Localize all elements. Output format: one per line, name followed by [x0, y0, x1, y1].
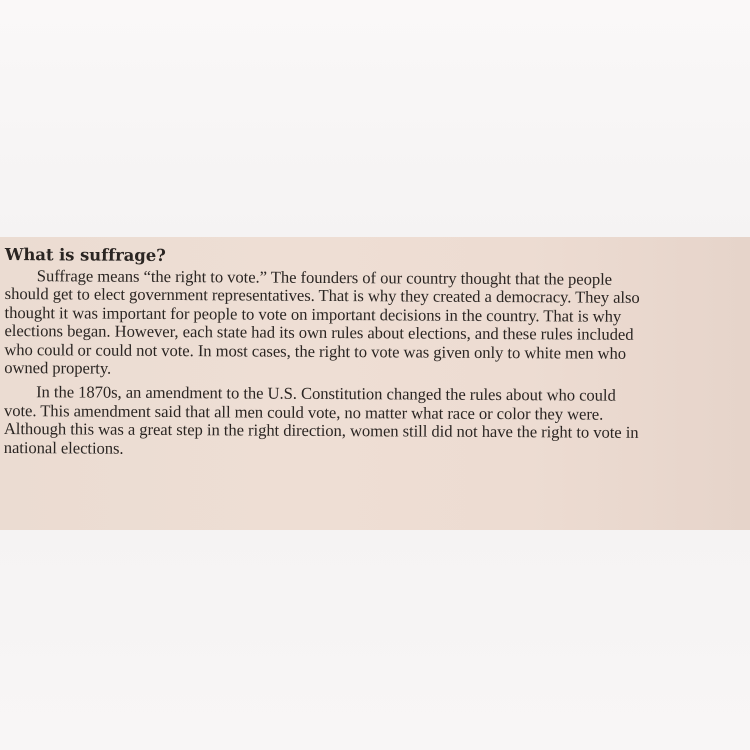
paragraph-2	[4, 383, 742, 461]
photo-background-top	[0, 0, 750, 237]
paragraph-1	[4, 267, 743, 382]
paragraph-1-line-6: owned property.	[4, 358, 112, 378]
paragraph-2-line-1: In the 1870s, an amendment to the U.S. Constitution changed the rules about who could	[36, 382, 616, 406]
section-heading: What is suffrage?	[4, 244, 166, 265]
paragraph-2-line-3: Although this was a great step in the right direction, women still did not have the right to vote in	[3, 419, 639, 443]
paragraph-1-line-3: thought it was important for people to vote on important decisions in the country. That is why	[4, 302, 622, 326]
paragraph-2-line-2: vote. This amendment said that all men could vote, no matter what race or color they were.	[3, 400, 604, 424]
paragraph-1-line-2: should get to elect government representatives. That is why they created a democracy. They also	[4, 284, 640, 308]
photo-background-bottom	[0, 530, 750, 750]
paragraph-2-line-4: national elections.	[3, 437, 124, 458]
document-text-block	[4, 244, 743, 465]
paragraph-1-line-4: elections began. However, each state had its own rules about elections, and these rules included	[4, 321, 634, 345]
paragraph-1-line-1: Suffrage means “the right to vote.” The founders of our country thought that the people	[36, 266, 613, 289]
paragraph-1-line-5: who could or could not vote. In most cases, the right to vote was given only to white men who	[4, 339, 627, 363]
